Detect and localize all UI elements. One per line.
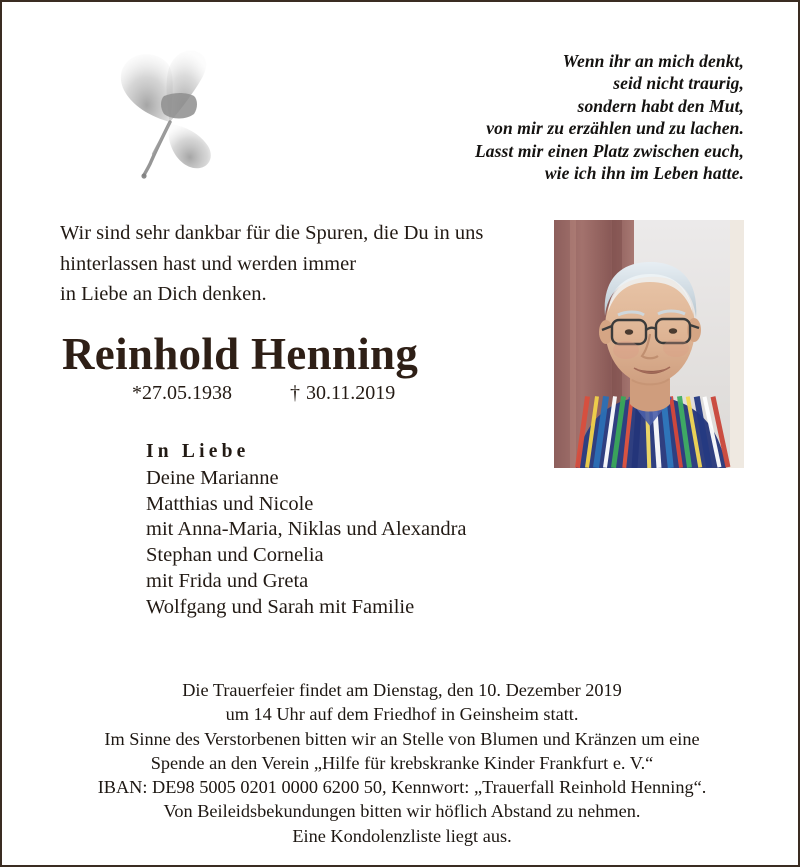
- verse-line: Wenn ihr an mich denkt,: [562, 51, 744, 71]
- portrait-photo: [554, 220, 744, 468]
- verse-line: von mir zu erzählen und zu lachen.: [486, 118, 744, 139]
- verse-line: Lasst mir einen Platz zwischen euch,: [474, 140, 744, 161]
- family-list: [146, 439, 566, 621]
- intro-line: Wir sind sehr dankbar für die Spuren, die Du in uns: [60, 222, 484, 244]
- footer-line: Von Beileidsbekundungen bitten wir höflich Abstand zu nehmen.: [163, 801, 641, 822]
- family-member: Deine Marianne: [146, 466, 279, 489]
- death-date: [290, 382, 395, 405]
- birth-date-value: 27.05.1938: [142, 382, 232, 404]
- intro-line: hinterlassen hast und werden immer: [60, 252, 357, 275]
- family-heading: In Liebe: [146, 441, 250, 462]
- intro-line: in Liebe an Dich denken.: [60, 283, 267, 305]
- footer-line: Die Trauerfeier findet am Dienstag, den 10. Dezember 2019: [182, 680, 622, 700]
- verse-line: seid nicht traurig,: [613, 73, 744, 94]
- family-member: mit Anna-Maria, Niklas und Alexandra: [146, 518, 467, 541]
- verse-line: wie ich ihn im Leben hatte.: [544, 163, 744, 184]
- ginkgo-leaf-icon: [108, 30, 232, 180]
- gratitude-paragraph: [60, 218, 540, 310]
- family-member: Wolfgang und Sarah mit Familie: [146, 595, 415, 618]
- birth-date: [132, 382, 232, 405]
- family-member: Stephan und Cornelia: [146, 544, 324, 567]
- footer-line: um 14 Uhr auf dem Friedhof in Geinsheim statt.: [225, 704, 579, 725]
- footer-line: Eine Kondolenzliste liegt aus.: [292, 825, 512, 846]
- life-dates: [132, 382, 462, 405]
- footer-line: Im Sinne des Verstorbenen bitten wir an Stelle von Blumen und Kränzen um eine: [104, 728, 700, 749]
- family-member: Matthias und Nicole: [146, 492, 314, 515]
- funeral-details: [2, 678, 800, 848]
- death-date-value: 30.11.2019: [306, 382, 396, 404]
- header-block: [2, 2, 800, 202]
- family-member: mit Frida und Greta: [146, 569, 309, 592]
- dagger-icon: †: [290, 382, 300, 404]
- deceased-name: Reinhold Henning: [62, 329, 419, 379]
- memorial-verse: [314, 50, 744, 184]
- footer-line-iban: IBAN: DE98 5005 0201 0000 6200 50, Kennwort: „Trauerfall Reinhold Henning“.: [97, 777, 707, 798]
- verse-line: sondern habt den Mut,: [577, 95, 744, 116]
- footer-line: Spende an den Verein „Hilfe für krebskranke Kinder Frankfurt e. V.“: [150, 752, 654, 773]
- birth-symbol: *: [132, 382, 142, 404]
